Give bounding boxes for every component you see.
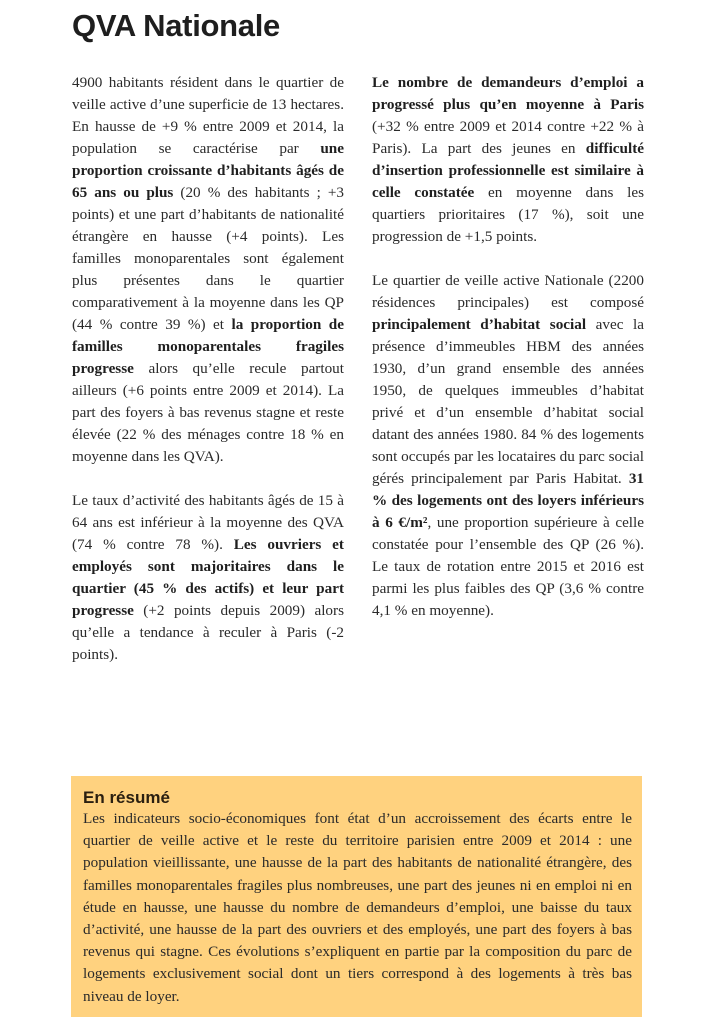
- summary-body: Les indicateurs socio-économiques font état d’un accroissement des écarts entre le quartier de veille active et le reste du territoire parisien entre 2009 et 2014 : une population vieillissante, une hausse de la part des habitants de nationalité étrangère, des familles monoparentales fragiles plus nombreuses, une part des jeunes ni en emploi ni en étude en hausse, une hausse du nombre de demandeurs d’emploi, une baisse du taux d’activité, une hausse de la part des ouvriers et des employés, une part des foyers à bas revenus qui stagne. Ces évolutions s’expliquent en partie par la composition du parc de logements exclusivement social dont un tiers correspond à des logements à très bas niveau de loyer.: [83, 810, 632, 1005]
- left-column: [72, 72, 344, 688]
- text: Le taux d’activité des habitants âgés de 15 à 64 ans est inférieur à la moyenne des QVA (74 % contre 78 %).: [72, 492, 344, 553]
- summary-box: [71, 776, 642, 1017]
- text: 4900 habitants résident dans le quartier de veille active d’une superficie de 13 hectares. En hausse de +9 % entre 2009 et 2014, la population se caractérise par: [72, 74, 344, 157]
- text: avec la présence d’immeubles HBM des années 1930, d’un grand ensemble des années 1950, de quelques immeubles d’habitat privé et d’un ensemble d’habitat social datant des années 1980. 84 % des logements sont occupés par les locataires du parc social gérés principalement par Paris Habitat.: [372, 316, 645, 487]
- right-column: [372, 72, 644, 644]
- text: (+32 % entre 2009 et 2014 contre +22 % à Paris). La part des jeunes en: [372, 118, 644, 157]
- highlight: la proportion de familles monoparentales fragiles progresse: [72, 316, 344, 377]
- highlight: difficulté d’insertion professionnelle est similaire à celle constatée: [372, 140, 644, 201]
- text: alors qu’elle recule partout ailleurs (+6 points entre 2009 et 2014). La part des foyers à bas revenus stagne et reste élevée (22 % des ménages contre 18 % en moyenne dans les QVA).: [72, 360, 344, 465]
- paragraph-population: [72, 72, 344, 468]
- highlight: Les ouvriers et employés sont majoritaires dans le quartier (45 % des actifs) et leur part progresse: [72, 536, 344, 619]
- highlight: Le nombre de demandeurs d’emploi a progressé plus qu’en moyenne à Paris: [372, 74, 644, 113]
- highlight: 31 % des logements ont des loyers inférieurs à 6 €/m²: [372, 470, 644, 531]
- paragraph-housing: [372, 270, 644, 622]
- text: en moyenne dans les quartiers prioritaires (17 %), soit une progression de +1,5 points.: [372, 184, 644, 245]
- paragraph-activity: [72, 490, 344, 666]
- paragraph-employment: [372, 72, 644, 248]
- text: , une proportion supérieure à celle constatée pour l’ensemble des QP (26 %). Le taux de rotation entre 2015 et 2016 est parmi les plus faibles des QP (3,6 % contre 4,1 % en moyenne).: [372, 514, 644, 619]
- summary-heading: En résumé: [83, 788, 170, 807]
- page-title: QVA Nationale: [72, 8, 280, 43]
- text: (+2 points depuis 2009) alors qu’elle a tendance à reculer à Paris (-2 points).: [72, 602, 344, 663]
- highlight: une proportion croissante d’habitants âgés de 65 ans ou plus: [72, 140, 344, 201]
- text: Le quartier de veille active Nationale (2200 résidences principales) est composé: [372, 272, 644, 311]
- highlight: principalement d’habitat social: [372, 316, 587, 333]
- text: (20 % des habitants ; +3 points) et une part d’habitants de nationalité étrangère en hausse (+4 points). Les familles monoparentales sont également plus présentes dans le quartier comparativement à la moyenne dans les QP (44 % contre 39 %) et: [72, 184, 345, 333]
